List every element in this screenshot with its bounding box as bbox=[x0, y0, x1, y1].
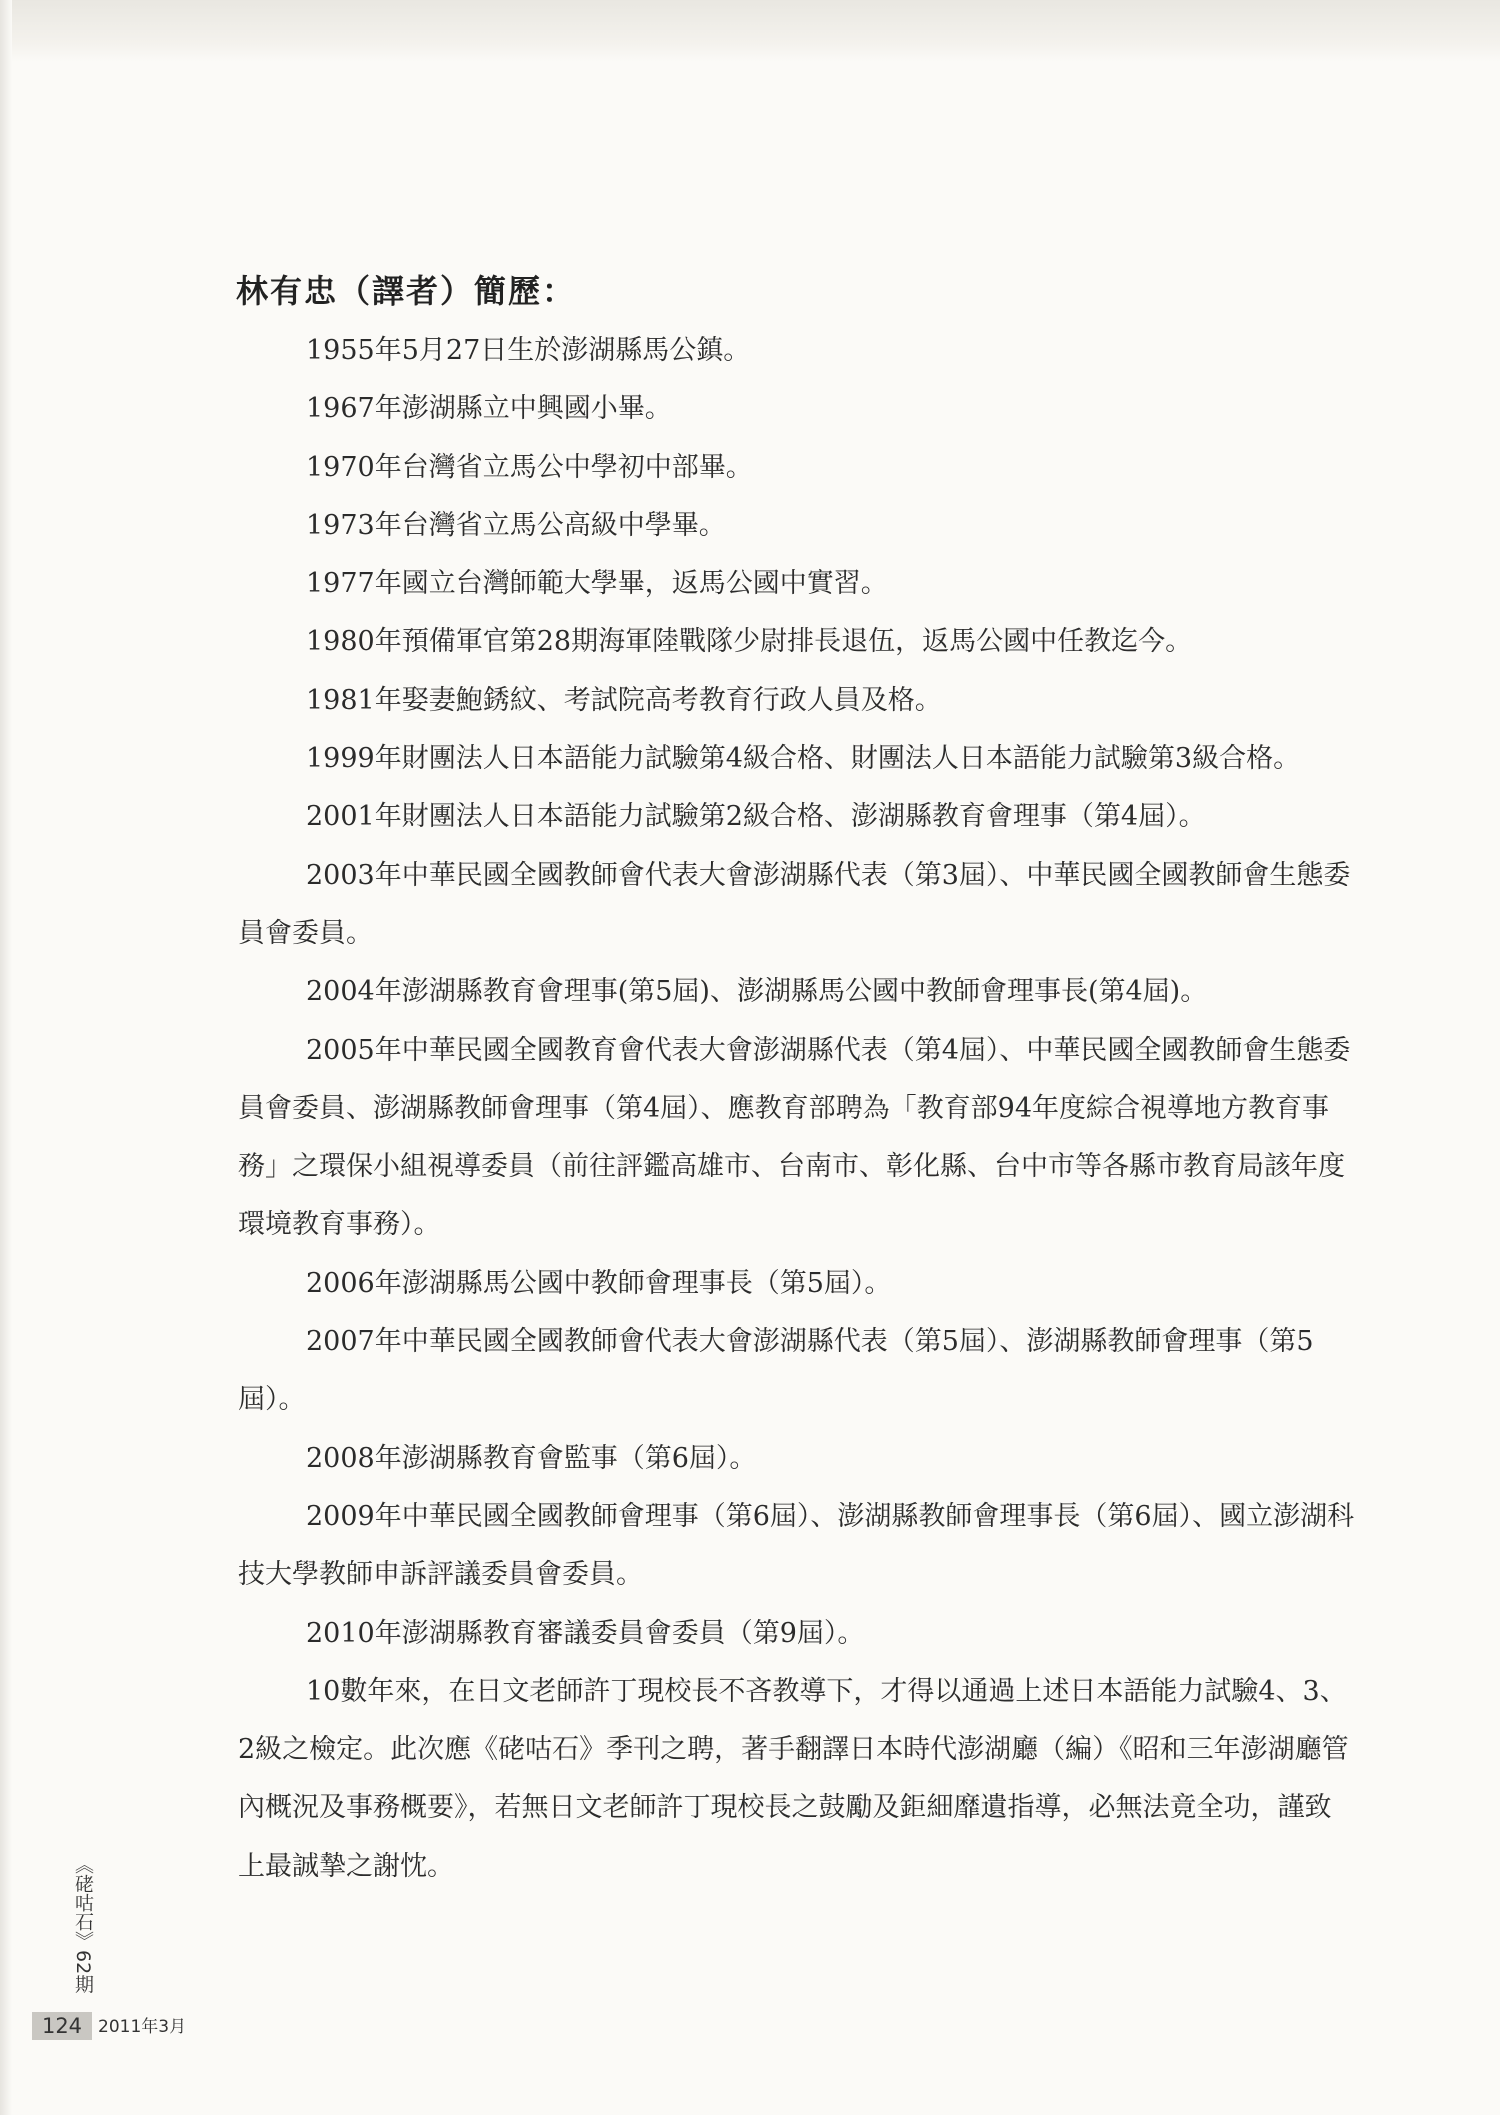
bio-paragraph-13: 2006年澎湖縣馬公國中教師會理事長（第5屆）。 bbox=[306, 1267, 892, 1299]
page-number: 124 bbox=[32, 2012, 92, 2040]
page-title: 林有忠（譯者）簡歷： bbox=[236, 272, 577, 310]
bio-paragraph-1: 1955年5月27日生於澎湖縣馬公鎮。 bbox=[306, 335, 751, 366]
bio-paragraph-12: 2005年中華民國全國教育會代表大會澎湖縣代表（第4屆）、中華民國全國教師會生態委員會委員、澎湖縣教師會理事（第4屆）、應教育部聘為「教育部94年度綜合視導地方教育事務」之環保小組視導委員（前往評鑑高雄市、台南市、彰化縣、台中市等各縣市教育局該年度環境教育事務）。 bbox=[238, 1034, 1351, 1241]
bio-paragraph-2: 1967年澎湖縣立中興國小畢。 bbox=[306, 393, 672, 425]
bio-paragraph-7: 1981年娶妻鮑銹紋、考試院高考教育行政人員及格。 bbox=[306, 684, 942, 716]
bio-paragraph-8: 1999年財團法人日本語能力試驗第4級合格、財團法人日本語能力試驗第3級合格。 bbox=[306, 743, 1301, 775]
bio-paragraph-17: 2010年澎湖縣教育審議委員會委員（第9屆）。 bbox=[306, 1617, 865, 1649]
bio-paragraph-14: 2007年中華民國全國教師會代表大會澎湖縣代表（第5屆）、澎湖縣教師會理事（第5屆）。 bbox=[238, 1326, 1314, 1416]
scan-left-edge bbox=[0, 0, 12, 2115]
bio-paragraph-16: 2009年中華民國全國教師會理事（第6屆）、澎湖縣教師會理事長（第6屆）、國立澎湖科技大學教師申訴評議委員會委員。 bbox=[238, 1500, 1355, 1591]
biography-body bbox=[238, 322, 1358, 1896]
issue-date: 2011年3月 bbox=[98, 2017, 187, 2037]
bio-paragraph-10: 2003年中華民國全國教師會代表大會澎湖縣代表（第3屆）、中華民國全國教師會生態委員會委員。 bbox=[238, 859, 1351, 949]
bio-paragraph-6: 1980年預備軍官第28期海軍陸戰隊少尉排長退伍，返馬公國中任教迄今。 bbox=[306, 626, 1193, 658]
bio-paragraph-11: 2004年澎湖縣教育會理事(第5屆)、澎湖縣馬公國中教師會理事長(第4屆)。 bbox=[306, 976, 1208, 1008]
journal-issue-label: 《硓咕石》62期 bbox=[72, 1855, 94, 1994]
bio-paragraph-4: 1973年台灣省立馬公高級中學畢。 bbox=[306, 509, 726, 541]
bio-paragraph-9: 2001年財團法人日本語能力試驗第2級合格、澎湖縣教育會理事（第4屆）。 bbox=[306, 801, 1206, 833]
scan-top-shadow bbox=[0, 0, 1500, 62]
bio-paragraph-18: 10數年來，在日文老師許丁現校長不吝教導下，才得以通過上述日本語能力試驗4、3、2級之檢定。此次應《硓咕石》季刊之聘，著手翻譯日本時代澎湖廳（編）《昭和三年澎湖廳管內概況及事務概要》，若無日文老師許丁現校長之鼓勵及鉅細靡遺指導，必無法竟全功，謹致上最誠摯之謝忱。 bbox=[238, 1675, 1349, 1882]
bio-paragraph-3: 1970年台灣省立馬公中學初中部畢。 bbox=[306, 451, 753, 483]
bio-paragraph-15: 2008年澎湖縣教育會監事（第6屆）。 bbox=[306, 1442, 757, 1474]
bio-paragraph-5: 1977年國立台灣師範大學畢，返馬公國中實習。 bbox=[306, 568, 888, 600]
